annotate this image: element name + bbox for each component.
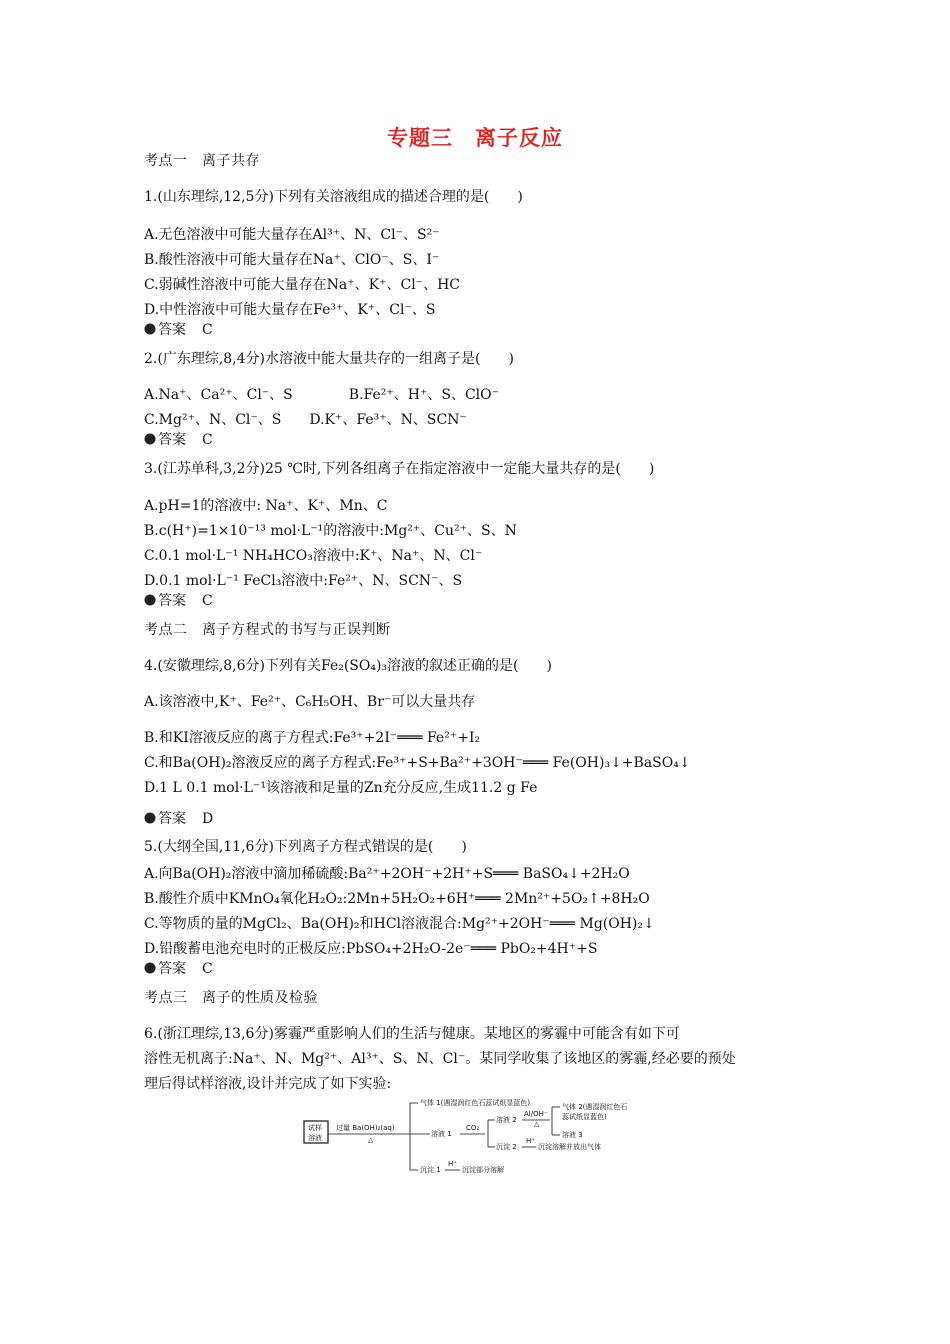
answer-label: 答案	[158, 432, 186, 448]
answer-icon	[144, 433, 156, 445]
question-1-option-d: D.中性溶液中可能大量存在Fe³⁺、K⁺、Cl⁻、S	[144, 302, 436, 318]
question-5-option-d: D.铅酸蓄电池充电时的正极反应:PbSO₄+2H₂O-2e⁻═══ PbO₂+4H⁺+S	[144, 941, 598, 957]
question-6-line-1: 6.(浙江理综,13,6分)雾霾严重影响人们的生活与健康。某地区的雾霾中可能含有如下可	[144, 1026, 680, 1042]
question-3-option-c: C.0.1 mol·L⁻¹ NH₄HCO₃溶液中:K⁺、Na⁺、N、Cl⁻	[144, 548, 483, 564]
section-heading-3: 考点三 离子的性质及检验	[144, 990, 318, 1006]
solution-3-label: 溶液 3	[562, 1131, 583, 1139]
answer-label: 答案	[158, 322, 186, 338]
question-2-options-cd: C.Mg²⁺、N、Cl⁻、S D.K⁺、Fe³⁺、N、SCN⁻	[144, 412, 467, 428]
answer-value: C	[202, 961, 213, 977]
question-5-option-c: C.等物质的量的MgCl₂、Ba(OH)₂和HCl溶液混合:Mg²⁺+2OH⁻═══ Mg(OH)₂↓	[144, 916, 655, 932]
question-6-line-3: 理后得试样溶液,设计并完成了如下实验:	[144, 1076, 392, 1092]
answer-value: C	[202, 322, 213, 338]
h-plus-2-label: H⁺	[526, 1137, 535, 1145]
question-4-stem: 4.(安徽理综,8,6分)下列有关Fe₂(SO₄)₃溶液的叙述正确的是( )	[144, 658, 552, 674]
answer-label: 答案	[158, 593, 186, 609]
question-4-option-a: A.该溶液中,K⁺、Fe²⁺、C₆H₅OH、Br⁻可以大量共存	[144, 694, 476, 710]
heat-label-2: △	[534, 1120, 540, 1128]
question-4-option-b: B.和KI溶液反应的离子方程式:Fe³⁺+2I⁻═══ Fe²⁺+I₂	[144, 730, 481, 746]
question-2-options-ab: A.Na⁺、Ca²⁺、Cl⁻、S B.Fe²⁺、H⁺、S、ClO⁻	[144, 387, 499, 403]
question-1-option-b: B.酸性溶液中可能大量存在Na⁺、ClO⁻、S、I⁻	[144, 252, 440, 268]
question-5-answer	[144, 960, 213, 978]
question-1-answer	[144, 321, 213, 339]
question-4-option-d: D.1 L 0.1 mol·L⁻¹该溶液和足量的Zn充分反应,生成11.2 g Fe	[144, 780, 538, 796]
answer-icon	[144, 323, 156, 335]
question-5-stem: 5.(大纲全国,11,6分)下列离子方程式错误的是( )	[144, 839, 467, 855]
answer-value: C	[202, 593, 213, 609]
h-plus-1-label: H⁺	[448, 1160, 457, 1168]
sample-label-1: 试样	[308, 1124, 322, 1132]
precipitate-2-label: 沉淀 2	[496, 1143, 517, 1151]
question-4-answer	[144, 810, 213, 828]
question-2-answer	[144, 431, 213, 449]
question-1-stem: 1.(山东理综,12,5分)下列有关溶液组成的描述合理的是( )	[144, 189, 523, 205]
reagent-2-label: Al/OH⁻	[524, 1110, 548, 1118]
question-1-option-c: C.弱碱性溶液中可能大量存在Na⁺、K⁺、Cl⁻、HC	[144, 277, 460, 293]
question-1-option-a: A.无色溶液中可能大量存在Al³⁺、N、Cl⁻、S²⁻	[144, 227, 440, 243]
answer-icon	[144, 962, 156, 974]
gas-2-label-2: 蕊试纸显蓝色)	[562, 1113, 607, 1121]
precipitate-1-result: 沉淀部分溶解	[462, 1166, 504, 1174]
question-4-option-c: C.和Ba(OH)₂溶液反应的离子方程式:Fe³⁺+S+Ba²⁺+3OH⁻═══ Fe(OH)₃↓+BaSO₄↓	[144, 755, 691, 771]
gas-2-label-1: 气体 2(遇湿润红色石	[562, 1103, 628, 1111]
section-heading-2: 考点二 离子方程式的书写与正误判断	[144, 622, 391, 638]
question-3-option-d: D.0.1 mol·L⁻¹ FeCl₃溶液中:Fe²⁺、N、SCN⁻、S	[144, 573, 463, 589]
gas-1-label: 气体 1(遇湿润红色石蕊试纸显蓝色)	[420, 1099, 531, 1107]
question-3-option-b: B.c(H⁺)=1×10⁻¹³ mol·L⁻¹的溶液中:Mg²⁺、Cu²⁺、S、N	[144, 523, 517, 539]
question-3-answer	[144, 592, 213, 610]
answer-icon	[144, 812, 156, 824]
question-5-option-a: A.向Ba(OH)₂溶液中滴加稀硫酸:Ba²⁺+2OH⁻+2H⁺+S═══ BaSO₄↓+2H₂O	[144, 866, 630, 882]
question-6-line-2: 溶性无机离子:Na⁺、N、Mg²⁺、Al³⁺、S、N、Cl⁻。某同学收集了该地区的雾霾,经必要的预处	[144, 1051, 736, 1067]
reagent-1-label: 过量 Ba(OH)₂(aq)	[336, 1124, 395, 1132]
section-heading-1: 考点一 离子共存	[144, 153, 260, 169]
answer-icon	[144, 594, 156, 606]
page-title: 专题三 离子反应	[387, 126, 563, 150]
question-3-stem: 3.(江苏单科,3,2分)25 ℃时,下列各组离子在指定溶液中一定能大量共存的是( )	[144, 461, 655, 477]
question-3-option-a: A.pH=1的溶液中: Na⁺、K⁺、Mn、C	[144, 498, 388, 514]
solution-1-label: 溶液 1	[431, 1130, 452, 1138]
answer-label: 答案	[158, 811, 186, 827]
answer-value: D	[202, 811, 214, 827]
answer-value: C	[202, 432, 213, 448]
experiment-flowchart	[300, 1095, 660, 1180]
co2-label: CO₂	[466, 1124, 480, 1132]
precipitate-1-label: 沉淀 1	[420, 1166, 441, 1174]
question-2-stem: 2.(广东理综,8,4分)水溶液中能大量共存的一组离子是( )	[144, 351, 514, 367]
heat-label: △	[368, 1136, 374, 1144]
sample-label-2: 溶液	[308, 1134, 322, 1142]
answer-label: 答案	[158, 961, 186, 977]
question-5-option-b: B.酸性介质中KMnO₄氧化H₂O₂:2Mn+5H₂O₂+6H⁺═══ 2Mn²⁺+5O₂↑+8H₂O	[144, 891, 650, 907]
precipitate-2-result: 沉淀溶解并放出气体	[538, 1143, 601, 1151]
solution-2-label: 溶液 2	[496, 1116, 517, 1124]
